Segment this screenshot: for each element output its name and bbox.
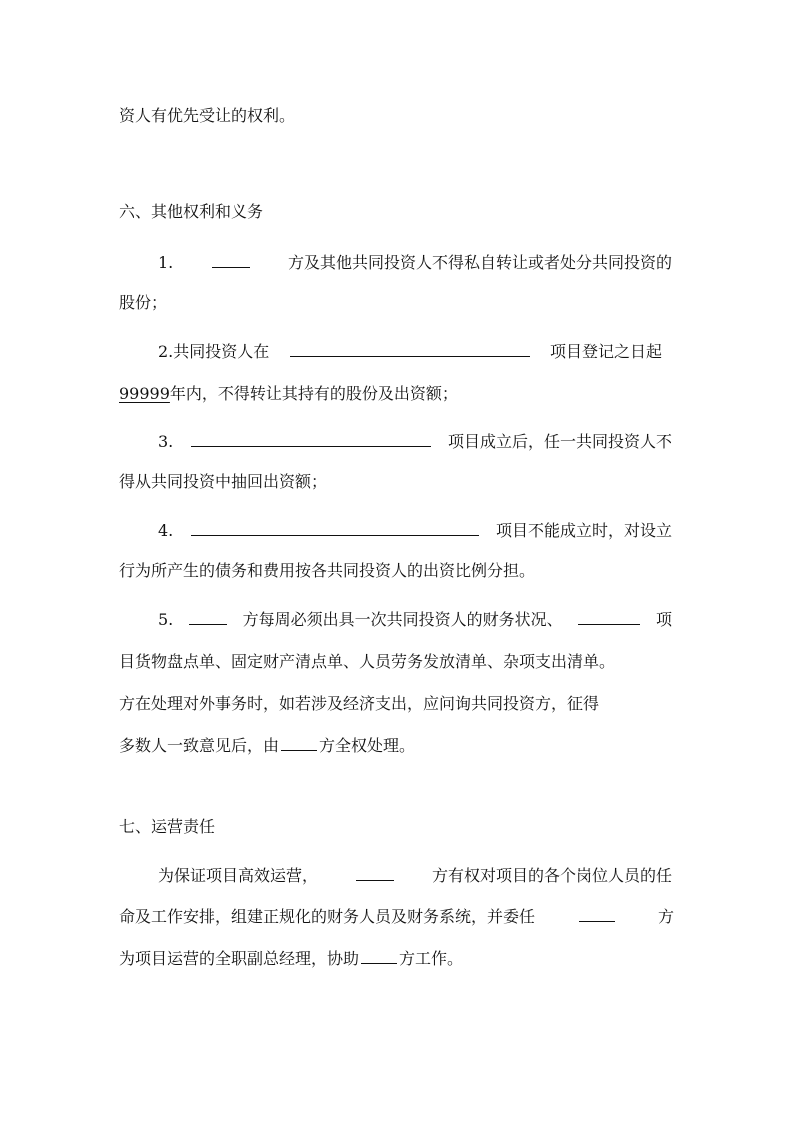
item-1-blank bbox=[212, 252, 250, 268]
section-7-line-2 bbox=[119, 906, 674, 927]
item-4-number: 4. bbox=[158, 521, 174, 540]
item-5-text-f: 方全权处理。 bbox=[319, 736, 416, 755]
item-1-text: 方及其他共同投资人不得私自转让或者处分共同投资的 bbox=[287, 253, 672, 272]
item-3-line-2: 得从共同投资中抽回出资额； bbox=[119, 472, 328, 491]
item-5-text-e: 多数人一致意见后，由 bbox=[119, 736, 280, 755]
section-7-line-1 bbox=[158, 865, 672, 886]
item-5-line-2 bbox=[119, 652, 674, 672]
item-2-text-c: 年内，不得转让其持有的股份及出资额； bbox=[169, 384, 458, 403]
item-5-line-3 bbox=[119, 694, 674, 714]
item-3-line-1 bbox=[158, 431, 672, 452]
item-3-text: 项目成立后，任一共同投资人不 bbox=[447, 432, 672, 451]
item-5-line-1 bbox=[158, 609, 672, 630]
section-7-text-d: 方 bbox=[657, 907, 674, 926]
item-5-line-4 bbox=[119, 735, 415, 756]
item-5-text-a: 方每周必须出具一次共同投资人的财务状况、 bbox=[242, 610, 563, 629]
item-2-line-2 bbox=[119, 384, 458, 404]
item-4-line-1 bbox=[158, 520, 672, 541]
section-7-text-a: 为保证项目高效运营， bbox=[158, 866, 319, 885]
item-5-blank-3 bbox=[281, 735, 317, 751]
item-3-blank bbox=[191, 431, 431, 447]
item-5-number: 5. bbox=[158, 610, 174, 629]
section-7-blank-2 bbox=[579, 906, 615, 922]
section-7-heading: 七、运营责任 bbox=[119, 817, 216, 836]
section-7-blank-3 bbox=[361, 948, 397, 964]
item-5-text-c: 目货物盘点单、固定财产清点单、人员劳务发放清单、杂项支出清单。 bbox=[119, 652, 616, 671]
section-6-heading: 六、其他权利和义务 bbox=[119, 202, 264, 221]
section-7-text-f: 方工作。 bbox=[399, 949, 464, 968]
item-2-years: 99999 bbox=[119, 384, 170, 403]
continued-text-content: 资人有优先受让的权利。 bbox=[119, 106, 296, 125]
section-7-blank-1 bbox=[356, 865, 394, 881]
section-7-text-c: 命及工作安排，组建正规化的财务人员及财务系统，并委任 bbox=[119, 907, 536, 926]
item-2-blank bbox=[290, 341, 530, 357]
section-7-text-b: 方有权对项目的各个岗位人员的任 bbox=[431, 866, 672, 885]
item-1-line-2: 股份； bbox=[119, 293, 168, 312]
item-5-blank-2 bbox=[578, 609, 640, 625]
section-7-text-e: 为项目运营的全职副总经理，协助 bbox=[119, 949, 360, 968]
item-4-text: 项目不能成立时，对设立 bbox=[495, 521, 672, 540]
item-4-line-2: 行为所产生的债务和费用按各共同投资人的出资比例分担。 bbox=[119, 561, 536, 580]
item-4-blank bbox=[191, 520, 479, 536]
continued-text bbox=[119, 106, 295, 126]
item-1-line-1 bbox=[158, 252, 672, 273]
item-2-line-1 bbox=[158, 341, 662, 362]
item-2-text-b: 项目登记之日起 bbox=[549, 342, 662, 361]
section-7-line-3 bbox=[119, 948, 463, 969]
item-5-blank-1 bbox=[189, 609, 227, 625]
item-5-text-d: 方在处理对外事务时，如若涉及经济支出，应问询共同投资方，征得 bbox=[119, 694, 600, 713]
item-5-text-b: 项 bbox=[655, 610, 672, 629]
item-2-text-a: 2.共同投资人在 bbox=[158, 342, 270, 361]
item-3-number: 3. bbox=[158, 432, 174, 451]
item-1-number: 1. bbox=[158, 253, 174, 272]
